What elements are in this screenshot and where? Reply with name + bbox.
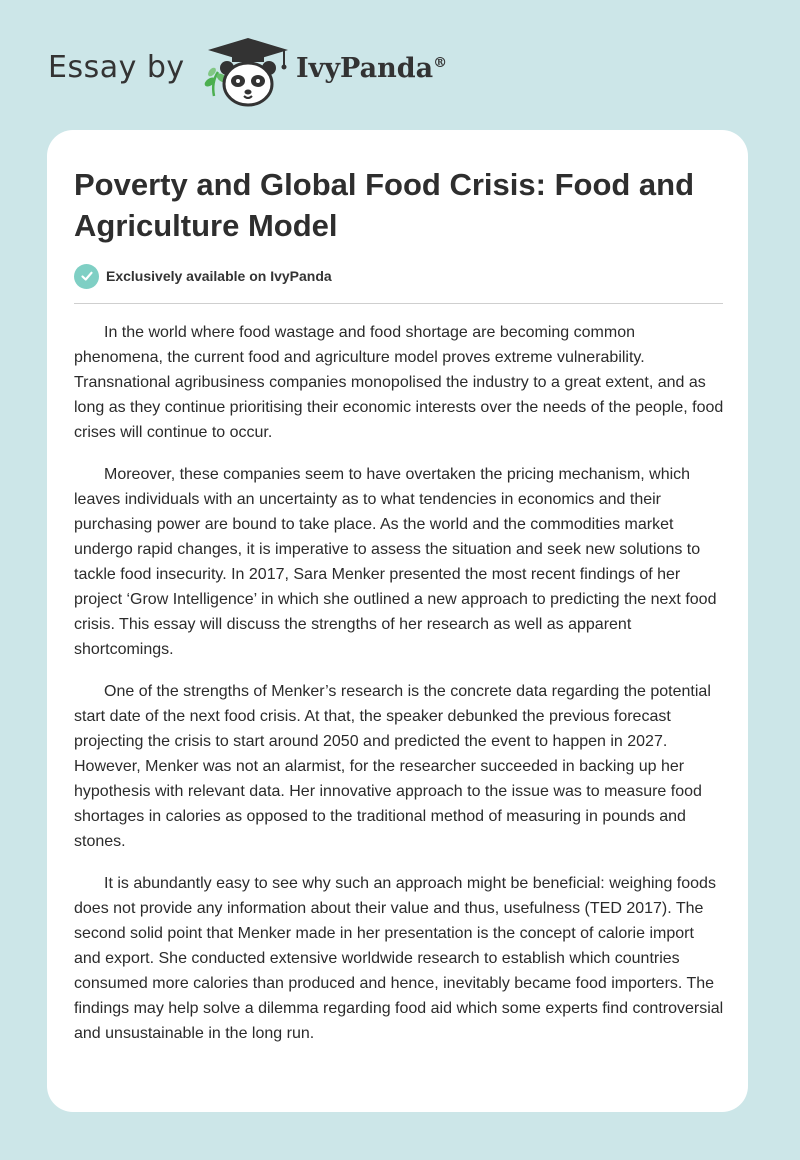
article-card: [47, 130, 748, 1112]
check-circle-icon: [74, 264, 99, 289]
paragraph: One of the strengths of Menker’s research is the concrete data regarding the potential start date of the next food crisis. At that, the speaker debunked the previous forecast projecting the crisis to start around 2050 and predicted the event to happen in 2027. However, Menker was not an alarmist, for the researcher succeeded in backing up her hypothesis with relevant data. Her innovative approach to the issue was to measure food shortages in calories as opposed to the traditional method of measuring in pounds and stones.: [74, 683, 711, 850]
paragraph: In the world where food wastage and food shortage are becoming common phenomena, the current food and agriculture model proves extreme vulnerability. Transnational agribusiness companies monopolised the industry to a great extent, and as long as they continue prioritising their economic interests over the needs of the people, food crises will continue to occur.: [74, 324, 724, 441]
panda-graduate-logo-icon[interactable]: [200, 34, 292, 110]
brand-prefix: Essay by: [48, 50, 185, 85]
site-header: [0, 0, 800, 130]
divider: [74, 303, 723, 304]
brand-name[interactable]: [296, 53, 447, 84]
brand-name-text: IvyPanda: [296, 53, 434, 84]
exclusive-badge: [74, 263, 332, 289]
article-body: [74, 320, 724, 1063]
paragraph: It is abundantly easy to see why such an approach might be beneficial: weighing foods does not provide any information about their value and thus, usefulness (TED 2017). The second solid point that Menker made in her presentation is the concept of calorie import and export. She conducted extensive worldwide research to establish which countries consumed more calories than produced and hence, inevitably became food importers. The findings may help solve a dilemma regarding food aid which some experts find controversial and unsustainable in the long run.: [74, 875, 724, 1042]
paragraph: Moreover, these companies seem to have overtaken the pricing mechanism, which leaves individuals with an uncertainty as to what tendencies in economics and their purchasing power are bound to take place. As the world and the commodities market undergo rapid changes, it is imperative to assess the situation and seek new solutions to tackle food insecurity. In 2017, Sara Menker presented the most recent findings of her project ‘Grow Intelligence’ in which she outlined a new approach to predicting the next food crisis. This essay will discuss the strengths of her research as well as apparent shortcomings.: [74, 466, 717, 658]
page-title: Poverty and Global Food Crisis: Food and Agriculture Model: [74, 167, 695, 243]
badge-label: Exclusively available on IvyPanda: [106, 268, 332, 284]
registered-mark: ®: [433, 55, 448, 71]
